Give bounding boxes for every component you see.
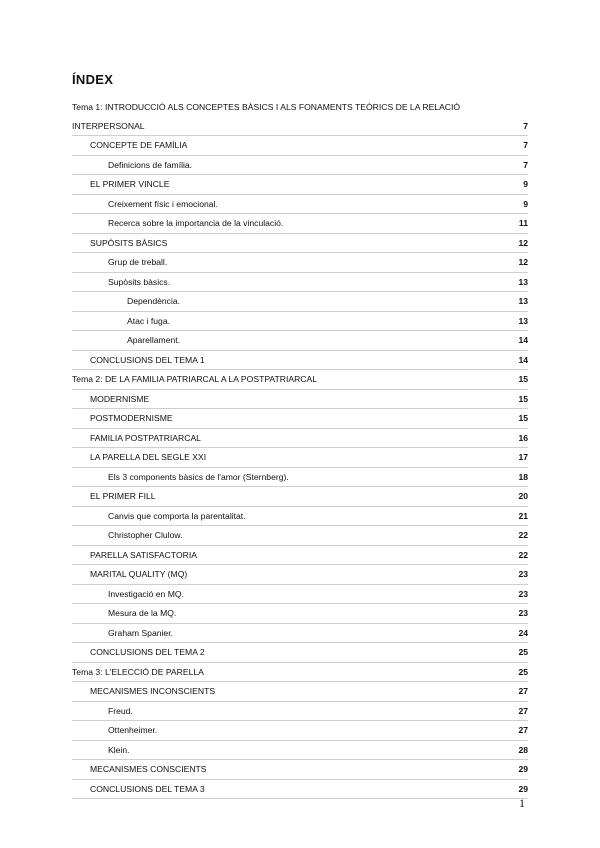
table-of-contents [72,98,528,799]
toc-entry-title: Aparellament. [127,335,181,345]
toc-entry-title: Dependència. [127,296,181,306]
toc-entry-page: 21 [518,510,528,521]
toc-entry[interactable] [72,273,528,293]
toc-entry[interactable] [72,565,528,585]
toc-entry[interactable] [72,663,528,683]
toc-entry-page: 11 [518,218,528,228]
toc-entry[interactable] [72,643,528,663]
toc-entry-title: Mesura de la MQ. [108,608,177,618]
toc-entry[interactable] [72,682,528,702]
toc-entry-title: Recerca sobre la importancia de la vinculació. [108,218,284,228]
toc-entry-page: 9 [523,198,528,209]
toc-entry-title: CONCLUSIONS DEL TEMA 2 [90,647,205,657]
toc-entry-title: Supòsits bàsics. [108,276,171,287]
toc-entry-title: Tema 3: L'ELECCIÓ DE PARELLA [72,666,204,677]
toc-entry-page: 15 [518,374,528,384]
toc-entry[interactable] [72,448,528,468]
toc-entry[interactable] [72,390,528,410]
toc-entry[interactable] [72,136,528,156]
toc-entry[interactable] [72,331,528,351]
toc-entry-page: 7 [523,140,528,150]
toc-entry-page: 29 [518,783,528,794]
toc-entry-page: 25 [518,647,528,657]
toc-entry[interactable] [72,429,528,449]
toc-entry[interactable] [72,98,528,136]
toc-entry[interactable] [72,370,528,390]
toc-entry-page: 12 [518,257,528,267]
toc-entry[interactable] [72,351,528,371]
toc-entry-page: 18 [518,471,528,482]
toc-entry-page: 25 [518,666,528,677]
toc-entry-title: MARITAL QUALITY (MQ) [90,569,188,579]
toc-entry-title: MECANISMES CONSCIENTS [90,764,207,774]
toc-entry-page: 13 [518,315,528,326]
toc-entry-title: POSTMODERNISME [90,413,173,423]
toc-entry-page: 24 [518,627,528,638]
toc-entry-title: Christopher Clulow. [108,530,183,540]
toc-entry-page: 27 [518,686,528,696]
toc-entry-page: 17 [518,452,528,462]
toc-entry-title: PARELLA SATISFACTORIA [90,549,197,560]
toc-entry[interactable] [72,546,528,566]
toc-entry[interactable] [72,507,528,527]
toc-entry[interactable] [72,604,528,624]
toc-entry-page: 15 [518,393,528,404]
toc-entry[interactable] [72,624,528,644]
toc-entry[interactable] [72,702,528,722]
toc-entry-title: Investigació en MQ. [108,588,184,599]
toc-entry[interactable] [72,156,528,176]
toc-entry-page: 9 [523,179,528,189]
toc-entry-title: Klein. [108,744,130,755]
toc-entry-page: 27 [518,725,528,735]
toc-entry[interactable] [72,468,528,488]
toc-entry-page: 13 [518,276,528,287]
toc-entry-page: 7 [523,120,528,131]
toc-entry-page: 7 [523,159,528,170]
toc-entry-title: Creixement físic i emocional. [108,198,218,209]
toc-entry-title: FAMILIA POSTPATRIARCAL [90,432,201,443]
toc-entry-page: 29 [518,764,528,774]
toc-entry-title: Els 3 components bàsics de l'amor (Sternberg). [108,471,289,482]
toc-entry-title: CONCEPTE DE FAMÍLIA [90,140,188,150]
toc-entry-page: 16 [518,432,528,443]
toc-entry-page: 15 [518,413,528,423]
toc-entry-title: EL PRIMER VINCLE [90,179,170,189]
toc-entry-title: Canvis que comporta la parentalitat. [108,510,246,521]
toc-entry[interactable] [72,292,528,312]
toc-entry-title: Graham Spanier. [108,627,173,638]
page-title: ÍNDEX [72,72,114,87]
toc-entry-title: CONCLUSIONS DEL TEMA 1 [90,354,205,365]
toc-entry[interactable] [72,780,528,800]
toc-entry-page: 12 [518,237,528,248]
toc-entry[interactable] [72,741,528,761]
toc-entry-title: EL PRIMER FILL [90,491,156,501]
toc-entry[interactable] [72,253,528,273]
toc-entry[interactable] [72,409,528,429]
toc-entry-title: Tema 2: DE LA FAMILIA PATRIARCAL A LA POSTPATRIARCAL [72,374,318,384]
toc-entry-title: Ottenheimer. [108,725,158,735]
toc-entry-page: 22 [518,530,528,540]
page-number: 1 [519,796,525,810]
toc-entry-title: CONCLUSIONS DEL TEMA 3 [90,783,205,794]
toc-entry-title: Definicions de família. [108,159,193,170]
toc-entry-page: 14 [518,354,528,365]
toc-entry-title: MECANISMES INCONSCIENTS [90,686,216,696]
toc-entry[interactable] [72,526,528,546]
toc-entry-page: 14 [518,335,528,345]
toc-entry[interactable] [72,312,528,332]
toc-entry-page: 22 [518,549,528,560]
toc-entry[interactable] [72,214,528,234]
toc-entry-title: Atac i fuga. [127,315,170,326]
toc-entry[interactable] [72,760,528,780]
toc-entry-page: 27 [518,705,528,716]
toc-entry-title: LA PARELLA DEL SEGLE XXI [90,452,207,462]
toc-entry-title: Tema 1: INTRODUCCIÓ ALS CONCEPTES BÀSICS I ALS FONAMENTS TEÒRICS DE LA RELACIÓ INTERPERSONAL [72,102,461,131]
toc-entry[interactable] [72,585,528,605]
toc-entry-title: MODERNISME [90,393,150,404]
toc-entry-page: 23 [518,588,528,599]
toc-entry-page: 23 [518,569,528,579]
toc-entry-title: Grup de treball. [108,257,168,267]
toc-entry-page: 23 [518,608,528,618]
toc-entry[interactable] [72,487,528,507]
toc-entry[interactable] [72,721,528,741]
toc-entry-page: 20 [518,491,528,501]
toc-entry[interactable] [72,175,528,195]
toc-entry-title: SUPÒSITS BÀSICS [90,237,168,248]
toc-entry-page: 28 [518,744,528,755]
toc-entry[interactable] [72,195,528,215]
toc-entry-page: 13 [518,296,528,306]
toc-entry-title: Freud. [108,705,133,716]
toc-entry[interactable] [72,234,528,254]
